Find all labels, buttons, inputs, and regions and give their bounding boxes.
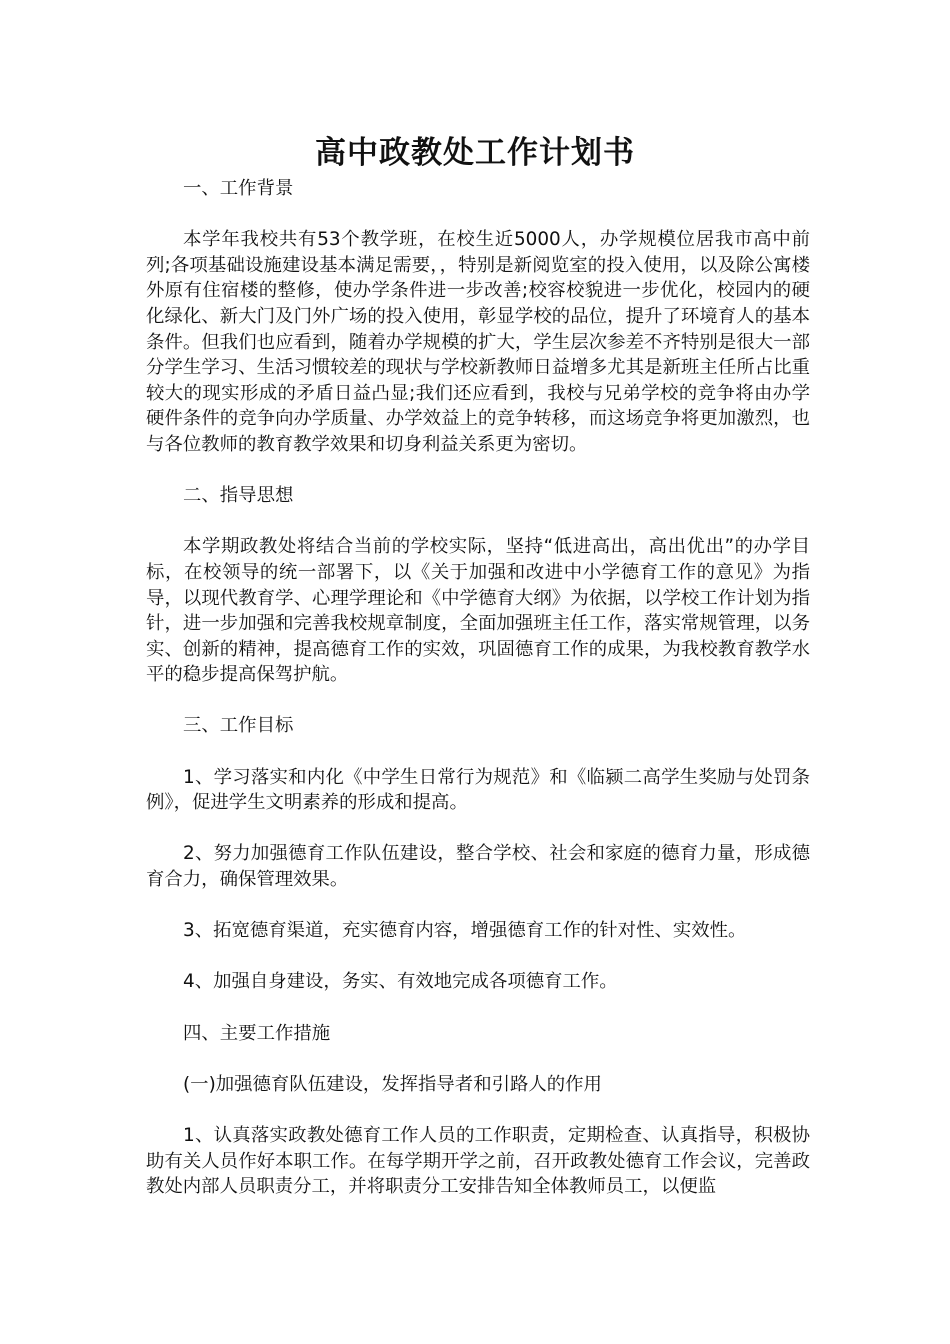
goal-item-1: 1、学习落实和内化《中学生日常行为规范》和《临颍二高学生奖励与处罚条例》，促进学生文明素养的形成和提高。 [146,766,810,814]
goal-item-2: 2、努力加强德育工作队伍建设，整合学校、社会和家庭的德育力量，形成德育合力，确保管理效果。 [146,843,810,891]
subsection-heading-team-building: (一)加强德育队伍建设，发挥指导者和引路人的作用 [183,1073,602,1095]
section-heading-guiding-thought: 二、指导思想 [183,485,294,507]
section-heading-background: 一、工作背景 [183,178,294,199]
goal-item-4: 4、加强自身建设，务实、有效地完成各项德育工作。 [183,971,618,993]
section-heading-goals: 三、工作目标 [183,715,294,737]
section-heading-measures: 四、主要工作措施 [183,1022,331,1044]
goal-item-3: 3、拓宽德育渠道，充实德育内容，增强德育工作的针对性、实效性。 [183,920,747,942]
document-title: 高中政教处工作计划书 [315,135,635,171]
measure-item-1: 1、认真落实政教处德育工作人员的工作职责，定期检查、认真指导，积极协助有关人员作好本职工作。在每学期开学之前，召开政教处德育工作会议，完善政教处内部人员职责分工，并将职责分工安排告知全体教师员工，以便监 [146,1124,810,1198]
paragraph-background: 本学年我校共有53个教学班，在校生近5000人，办学规模位居我市高中前列;各项基础设施建设基本满足需要，，特别是新阅览室的投入使用，以及除公寓楼外原有住宿楼的整修，使办学条件进一步改善;校容校貌进一步优化，校园内的硬化绿化、新大门及门外广场的投入使用，彰显学校的品位，提升了环境育人的基本条件。但我们也应看到，随着办学规模的扩大，学生层次参差不齐特别是很大一部分学生学习、生活习惯较差的现状与学校新教师日益增多尤其是新班主任所占比重较大的现实形成的矛盾日益凸显;我们还应看到，我校与兄弟学校的竞争将由办学硬件条件的竞争向办学质量、办学效益上的竞争转移，而这场竞争将更加激烈，也与各位教师的教育教学效果和切身利益关系更为密切。 [146,229,810,455]
document-body [146,176,810,1225]
paragraph-guiding-thought: 本学期政教处将结合当前的学校实际，坚持“低进高出，高出优出”的办学目标，在校领导的统一部署下，以《关于加强和改进中小学德育工作的意见》为指导，以现代教育学、心理学理论和《中学德育大纲》为依据，以学校工作计划为指针，进一步加强和完善我校规章制度，全面加强班主任工作，落实常规管理，以务实、创新的精神，提高德育工作的实效，巩固德育工作的成果，为我校教育教学水平的稳步提高保驾护航。 [146,536,810,686]
